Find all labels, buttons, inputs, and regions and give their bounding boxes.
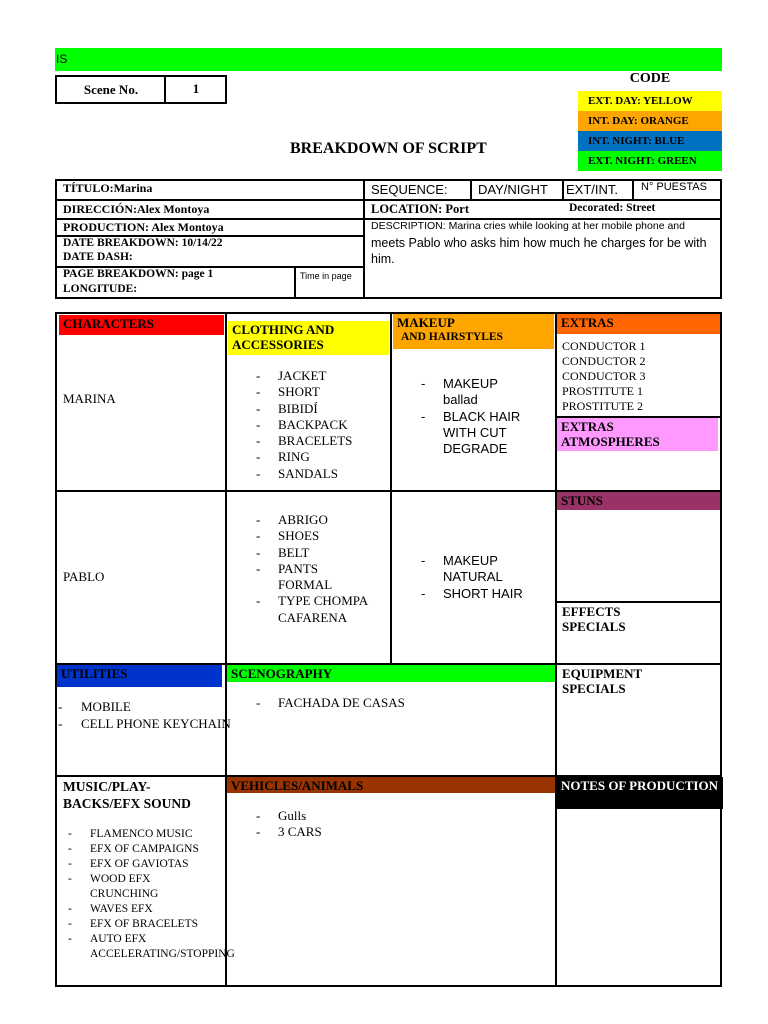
list-item: - MAKEUP NATURAL xyxy=(419,553,523,586)
puestas-field: N° PUESTAS xyxy=(641,181,707,193)
list-item: - BIBIDÍ xyxy=(254,401,384,417)
makeup-header-line1: MAKEUP xyxy=(397,315,455,330)
list-item: - BLACK HAIR WITH CUT DEGRADE xyxy=(419,409,528,458)
code-ext-night: EXT. NIGHT: GREEN xyxy=(578,151,722,171)
utilities-list xyxy=(58,698,231,732)
list-item: - MAKEUP ballad xyxy=(419,376,537,409)
list-item: - AUTO EFX ACCELERATING/STOPPING xyxy=(66,932,180,962)
ext-int-field: EXT/INT. xyxy=(566,182,619,197)
decorated-field: Decorated: Street xyxy=(569,202,656,214)
day-night-field: DAY/NIGHT xyxy=(478,182,548,197)
list-item: CONDUCTOR 3 xyxy=(562,369,646,383)
characters-header: CHARACTERS xyxy=(59,315,224,335)
list-item: CONDUCTOR 2 xyxy=(562,354,646,368)
list-item: - CELL PHONE KEYCHAIN xyxy=(58,716,231,731)
list-item: - EFX OF BRACELETS xyxy=(66,917,261,932)
character-pablo: PABLO xyxy=(63,569,105,584)
date-breakdown-field: DATE BREAKDOWN: 10/14/22 xyxy=(63,237,223,249)
scene-number: 1 xyxy=(192,81,200,96)
list-item: - RING xyxy=(254,449,384,465)
list-item: - EFX OF CAMPAIGNS xyxy=(66,842,261,857)
vehicles-header: VEHICLES/ANIMALS xyxy=(227,777,555,793)
direccion-field: DIRECCIÓN:Alex Montoya xyxy=(63,202,210,216)
location-field: LOCATION: Port xyxy=(371,202,470,216)
page-title: BREAKDOWN OF SCRIPT xyxy=(290,140,487,157)
sequence-field: SEQUENCE: xyxy=(371,182,448,197)
scene-box xyxy=(55,75,227,104)
list-item: - BRACELETS xyxy=(254,433,384,449)
clothing-pablo-list xyxy=(254,512,389,626)
vehicles-list xyxy=(254,808,454,840)
code-heading: CODE xyxy=(629,71,671,86)
scene-label: Scene No. xyxy=(83,82,139,97)
list-item: - PANTS FORMAL xyxy=(254,561,348,594)
list-item: - WAVES EFX xyxy=(66,902,261,917)
production-field: PRODUCTION: Alex Montoya xyxy=(63,220,224,234)
effects-specials-header: EFFECTS SPECIALS xyxy=(562,604,626,634)
list-item: - SANDALS xyxy=(254,466,384,482)
top-bar-text: IS xyxy=(56,52,68,66)
list-item: - JACKET xyxy=(254,368,384,384)
list-item: - FACHADA DE CASAS xyxy=(254,695,544,711)
description-label: DESCRIPTION: Marina cries while looking at her mobile phone and xyxy=(371,220,685,232)
description-body: meets Pablo who asks him how much he charges for be with him. xyxy=(371,236,707,266)
list-item: - MOBILE xyxy=(58,699,131,714)
stuns-header: STUNS xyxy=(557,492,720,510)
titulo-field: TÍTULO:Marina xyxy=(63,181,153,195)
code-int-night: INT. NIGHT: BLUE xyxy=(578,131,722,151)
clothing-header: CLOTHING AND ACCESSORIES xyxy=(228,321,389,355)
makeup-header xyxy=(393,314,554,349)
list-item: - WOOD EFX CRUNCHING xyxy=(66,872,170,902)
music-header: MUSIC/PLAY-BACKS/EFX SOUND xyxy=(63,779,191,811)
list-item: - BACKPACK xyxy=(254,417,384,433)
equipment-specials-header: EQUIPMENT SPECIALS xyxy=(562,666,642,696)
character-marina: MARINA xyxy=(63,391,116,406)
top-bar xyxy=(55,48,722,71)
list-item: - SHORT xyxy=(254,384,384,400)
code-int-day: INT. DAY: ORANGE xyxy=(578,111,722,131)
makeup-pablo-list xyxy=(419,553,537,602)
extras-header: EXTRAS xyxy=(557,314,720,334)
date-dash-field: DATE DASH: xyxy=(63,251,133,263)
utilities-header: UTILITIES xyxy=(57,665,222,687)
list-item: - ABRIGO xyxy=(254,512,389,528)
longitude-field: LONGITUDE: xyxy=(63,283,138,295)
list-item: - 3 CARS xyxy=(254,824,454,840)
notes-header: NOTES OF PRODUCTION xyxy=(557,777,723,809)
list-item: - EFX OF GAVIOTAS xyxy=(66,857,261,872)
makeup-marina-list xyxy=(419,376,537,457)
list-item: - TYPE CHOMPA CAFARENA xyxy=(254,593,389,626)
list-item: - SHOES xyxy=(254,528,389,544)
scenography-list xyxy=(254,695,544,711)
time-in-page-field: Time in page xyxy=(300,271,352,281)
list-item: PROSTITUTE 2 xyxy=(562,399,643,413)
list-item: - Gulls xyxy=(254,808,454,824)
page-breakdown-field: PAGE BREAKDOWN: page 1 xyxy=(63,268,214,280)
makeup-header-line2: AND HAIRSTYLES xyxy=(401,331,503,343)
list-item: - SHORT HAIR xyxy=(419,586,537,602)
code-ext-day: EXT. DAY: YELLOW xyxy=(578,91,722,111)
list-item: - FLAMENCO MUSIC xyxy=(66,827,261,842)
scenography-header: SCENOGRAPHY xyxy=(227,665,555,682)
extras-atmospheres-header: EXTRAS ATMOSPHERES xyxy=(557,418,718,451)
music-list xyxy=(66,827,261,962)
list-item: PROSTITUTE 1 xyxy=(562,384,643,398)
clothing-marina-list xyxy=(254,368,384,482)
list-item: CONDUCTOR 1 xyxy=(562,339,646,353)
extras-list xyxy=(562,339,645,414)
list-item: - BELT xyxy=(254,545,389,561)
